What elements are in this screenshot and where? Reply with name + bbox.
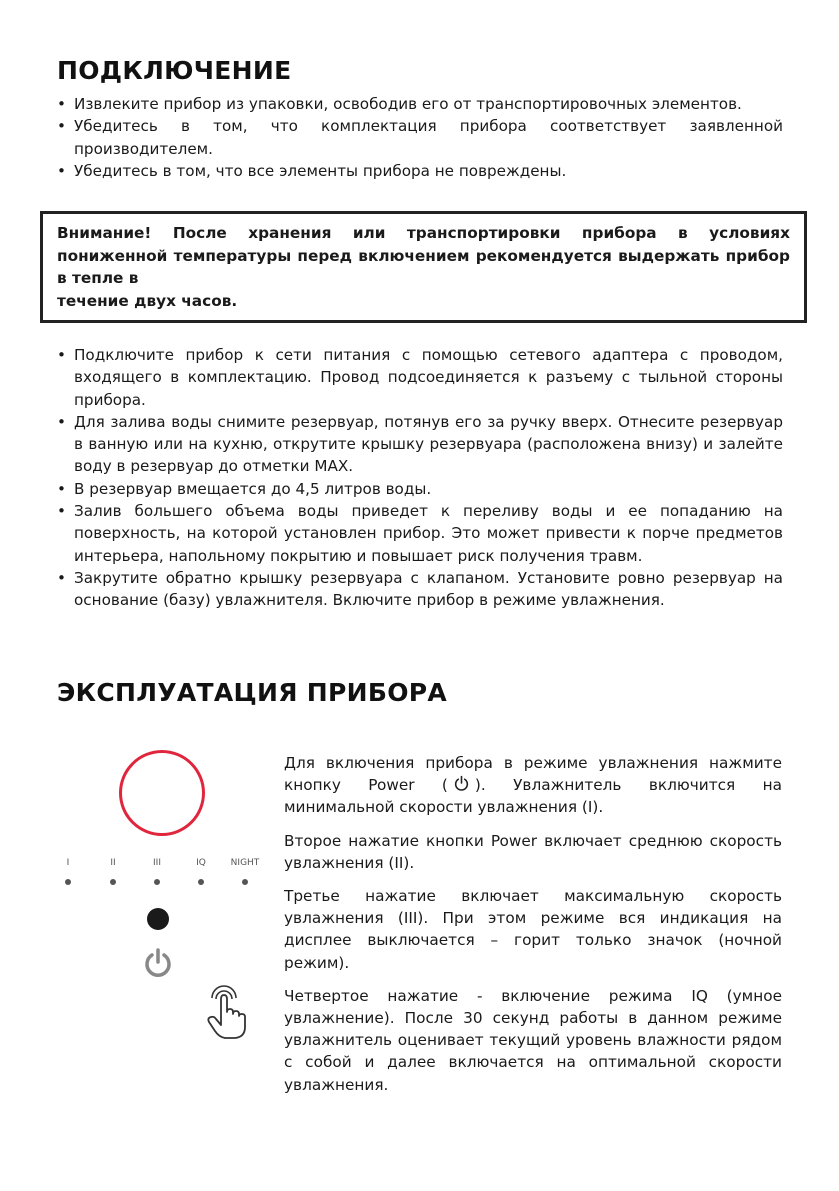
paragraph-text: Для включения прибора в режиме увлажнения нажмите кнопку Power ( bbox=[284, 754, 782, 795]
paragraph-text: ). Увлажнитель включится на минимальной скорости увлажнения (I). bbox=[284, 776, 782, 817]
control-panel-illustration bbox=[40, 740, 280, 1080]
list-item: • В резервуар вмещается до 4,5 литров воды. bbox=[57, 478, 783, 500]
indicator-label-iq: IQ bbox=[196, 858, 206, 868]
list-item: • Убедитесь в том, что все элементы прибора не повреждены. bbox=[57, 160, 783, 182]
indicator-label-3: III bbox=[153, 858, 161, 868]
bullet-list-bottom bbox=[57, 344, 783, 612]
paragraph-fourth-press: Четвертое нажатие - включение режима IQ (умное увлажнение). После 30 секунд работы в данном режиме увлажнитель оценивает текущий уровень влажности рядом с собой и далее включается на оптимальной скорости увлажнения. bbox=[284, 986, 782, 1094]
bullet-list-top bbox=[57, 93, 783, 182]
indicator-dot-icon bbox=[198, 879, 204, 885]
list-item: • Подключите прибор к сети питания с помощью сетевого адаптера с проводом, входящего в комплектацию. Провод подсоединяется к разъему с тыльной стороны прибора. bbox=[57, 344, 783, 411]
indicator-label-night: NIGHT bbox=[230, 858, 260, 868]
indicator-label-1: I bbox=[66, 858, 70, 868]
list-item: • Залив большего объема воды приведет к переливу воды и ее попаданию на поверхность, на которой установлен прибор. Это может привести к порче предметов интерьера, напольному покрытию и повышает риск получения травм. bbox=[57, 500, 783, 567]
paragraph-third-press: Третье нажатие включает максимальную скорость увлажнения (III). При этом режиме вся индикация на дисплее выключается – горит только значок (ночной режим). bbox=[284, 887, 782, 972]
indicator-dot-icon bbox=[65, 879, 71, 885]
operation-text-column bbox=[284, 752, 782, 1107]
indicator-dot-icon bbox=[110, 879, 116, 885]
list-item: • Убедитесь в том, что комплектация прибора соответствует заявленной производителем. bbox=[57, 115, 783, 160]
power-ring-icon bbox=[119, 750, 205, 836]
list-item: • Для залива воды снимите резервуар, потянув его за ручку вверх. Отнесите резервуар в ванную или на кухню, открутите крышку резервуара (расположена внизу) и залейте воду в резервуар до отметки MAX. bbox=[57, 411, 783, 478]
paragraph-power-on bbox=[284, 752, 782, 819]
pointing-hand-icon bbox=[203, 985, 249, 1041]
list-item: • Закрутите обратно крышку резервуара с клапаном. Установите ровно резервуар на основание (базу) увлажнителя. Включите прибор в режиме увлажнения. bbox=[57, 567, 783, 612]
indicator-label-2: II bbox=[110, 858, 116, 868]
inline-power-icon bbox=[453, 775, 470, 792]
warning-text-end: течение двух часов. bbox=[57, 291, 238, 310]
indicator-dot-icon bbox=[154, 879, 160, 885]
button-dot-icon bbox=[147, 908, 169, 930]
section-title-connection: ПОДКЛЮЧЕНИЕ bbox=[57, 56, 292, 85]
section-title-operation: ЭКСПЛУАТАЦИЯ ПРИБОРА bbox=[57, 678, 448, 707]
indicator-dot-icon bbox=[242, 879, 248, 885]
paragraph-second-press: Второе нажатие кнопки Power включает среднюю скорость увлажнения (II). bbox=[284, 831, 782, 872]
warning-box bbox=[40, 211, 807, 323]
warning-text: Внимание! После хранения или транспортировки прибора в условиях пониженной температуры перед включением рекомендуется выдержать прибор в тепле в bbox=[57, 224, 790, 287]
power-icon bbox=[142, 947, 174, 979]
list-item: • Извлеките прибор из упаковки, освободив его от транспортировочных элементов. bbox=[57, 93, 783, 115]
